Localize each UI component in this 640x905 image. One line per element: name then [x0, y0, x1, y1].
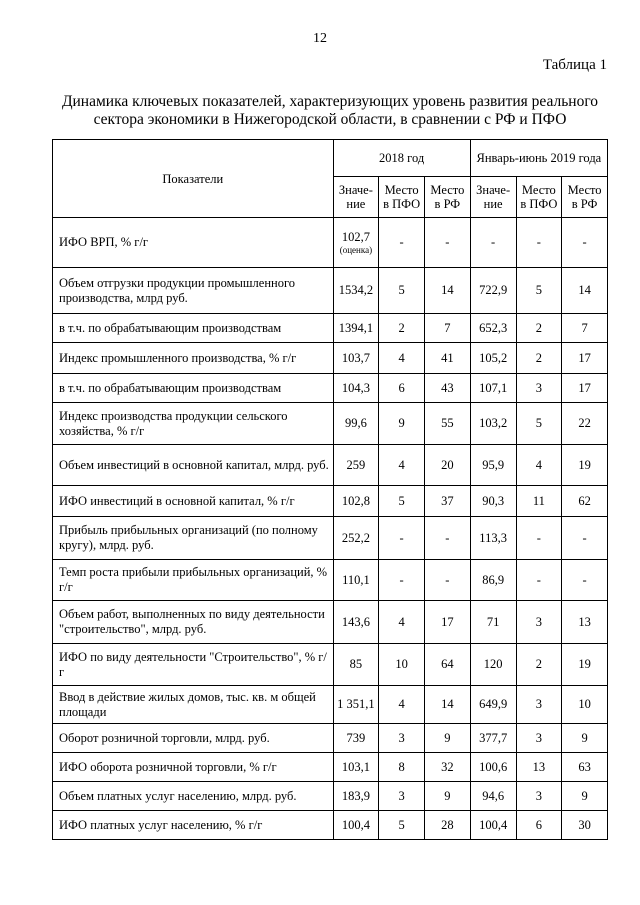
- rank-pfo-2019: [516, 724, 562, 753]
- value-2019: [470, 486, 516, 517]
- indicators-table: [52, 139, 608, 840]
- rank-rf-2019-text: 63: [578, 759, 591, 774]
- rank-rf-2019-text: 9: [581, 730, 588, 745]
- indicator-name: [53, 560, 334, 601]
- value-2018: [333, 268, 379, 314]
- rank-pfo-2019: [516, 601, 562, 644]
- rank-rf-2018: [425, 644, 471, 686]
- value-2018-text: 739: [346, 730, 366, 745]
- rank-rf-2019-text: 30: [578, 817, 591, 832]
- indicator-name-text: Оборот розничной торговли, млрд. руб.: [59, 730, 270, 745]
- rank-rf-2019-text: 22: [578, 416, 591, 430]
- rank-pfo-2019-text: 6: [535, 817, 542, 832]
- rank-pfo-2019-text: 2: [535, 657, 542, 671]
- indicator-name: [53, 753, 334, 782]
- value-2018-text: 99,6: [344, 416, 367, 430]
- table-header: [53, 140, 608, 218]
- rank-pfo-2019-text: 13: [532, 759, 546, 774]
- value-2018-text: 103,7: [341, 350, 370, 365]
- rank-rf-2019: [562, 644, 608, 686]
- rank-rf-2019: [562, 517, 608, 560]
- value-2018: [333, 374, 379, 403]
- rank-pfo-2018-text: 3: [398, 788, 405, 803]
- table-row: [53, 753, 608, 782]
- rank-pfo-2018: [379, 686, 425, 724]
- indicator-name-text: Ввод в действие жилых домов, тыс. кв. м общей площади: [59, 689, 316, 719]
- value-2019-text: 113,3: [479, 530, 507, 545]
- value-2018: [333, 517, 379, 560]
- rank-pfo-2019: [516, 686, 562, 724]
- rank-pfo-2018: [379, 560, 425, 601]
- rank-rf-2019: [562, 343, 608, 374]
- header-period-2019: Январь-июнь 2019 года: [470, 140, 607, 177]
- value-2018-text: 1394,1: [338, 320, 374, 335]
- header-rank-rf-2018: Место в РФ: [425, 177, 471, 218]
- rank-pfo-2019-text: 3: [535, 380, 542, 395]
- rank-rf-2019: [562, 218, 608, 268]
- indicator-name-text: ИФО ВРП, % г/г: [59, 235, 149, 249]
- value-2019: [470, 811, 516, 840]
- rank-pfo-2019: [516, 374, 562, 403]
- indicator-name: [53, 403, 334, 445]
- rank-pfo-2019: [516, 403, 562, 445]
- indicator-name: [53, 314, 334, 343]
- indicator-name: [53, 268, 334, 314]
- document-title: Динамика ключевых показателей, характеризующих уровень развития реального сектора экономики в Нижегородской области, в сравнении с РФ и ПФО: [61, 93, 599, 128]
- value-2018: [333, 811, 379, 840]
- rank-pfo-2018: [379, 343, 425, 374]
- indicator-name-text: Индекс промышленного производства, % г/г: [59, 350, 297, 365]
- rank-rf-2018: [425, 753, 471, 782]
- rank-pfo-2019-text: 3: [535, 730, 542, 745]
- table-row: [53, 314, 608, 343]
- value-2018-text: 102,8: [341, 493, 370, 508]
- indicator-name: [53, 517, 334, 560]
- rank-rf-2018-text: 43: [441, 380, 454, 395]
- rank-rf-2018-text: -: [445, 530, 450, 545]
- table-row: [53, 686, 608, 724]
- value-2019: [470, 343, 516, 374]
- value-2018: [333, 218, 379, 268]
- rank-rf-2018: [425, 686, 471, 724]
- value-2019: [470, 782, 516, 811]
- value-2019-text: 103,2: [479, 416, 508, 430]
- rank-rf-2019-text: 9: [581, 788, 588, 803]
- value-2019-text: 722,9: [479, 283, 508, 297]
- rank-pfo-2018-text: 10: [395, 657, 408, 671]
- rank-rf-2019: [562, 314, 608, 343]
- rank-pfo-2019: [516, 343, 562, 374]
- rank-pfo-2019-text: 11: [532, 493, 545, 508]
- value-2019-text: 100,6: [479, 759, 508, 774]
- rank-pfo-2019: [516, 560, 562, 601]
- rank-rf-2018-text: 37: [441, 493, 454, 508]
- indicator-name: [53, 782, 334, 811]
- value-2019: [470, 753, 516, 782]
- indicator-name-text: Прибыль прибыльных организаций (по полному кругу), млрд. руб.: [59, 523, 318, 552]
- value-2018: [333, 601, 379, 644]
- value-2018: [333, 686, 379, 724]
- indicator-name: [53, 724, 334, 753]
- rank-pfo-2019-text: 3: [535, 697, 542, 711]
- table-row: [53, 486, 608, 517]
- value-2018: [333, 644, 379, 686]
- rank-rf-2018-text: 64: [441, 657, 454, 671]
- value-2019-text: 120: [483, 657, 503, 671]
- rank-pfo-2018: [379, 445, 425, 486]
- rank-rf-2019: [562, 268, 608, 314]
- table-row: [53, 268, 608, 314]
- rank-pfo-2019-text: -: [536, 572, 541, 587]
- value-2019-text: 107,1: [479, 380, 508, 395]
- rank-rf-2018-text: 41: [441, 350, 454, 365]
- rank-rf-2018: [425, 517, 471, 560]
- rank-rf-2019-text: 17: [578, 380, 591, 395]
- rank-rf-2018: [425, 560, 471, 601]
- header-value-2019: Значе-ние: [470, 177, 516, 218]
- value-2018-text: 102,7: [341, 230, 370, 244]
- rank-pfo-2018-text: 5: [398, 493, 405, 508]
- rank-pfo-2019-text: 3: [535, 788, 542, 803]
- rank-pfo-2019: [516, 314, 562, 343]
- value-2018: [333, 782, 379, 811]
- indicator-name-text: Объем работ, выполненных по виду деятельности "строительство", млрд. руб.: [59, 607, 325, 636]
- rank-rf-2019-text: 13: [578, 614, 591, 629]
- rank-rf-2019-text: 19: [578, 657, 591, 671]
- value-2018-text: 1 351,1: [337, 697, 375, 711]
- rank-pfo-2019-text: 4: [535, 457, 542, 472]
- indicator-name-text: Объем отгрузки продукции промышленного производства, млрд руб.: [59, 275, 296, 305]
- rank-pfo-2018: [379, 218, 425, 268]
- value-2019: [470, 560, 516, 601]
- value-2019: [470, 601, 516, 644]
- value-2018-text: 110,1: [342, 572, 370, 587]
- rank-pfo-2019-text: 3: [535, 614, 542, 629]
- value-2019: [470, 268, 516, 314]
- value-2019-text: 94,6: [482, 788, 505, 803]
- table-row: [53, 560, 608, 601]
- rank-pfo-2018-text: 8: [398, 759, 405, 774]
- value-2018: [333, 343, 379, 374]
- rank-rf-2018: [425, 343, 471, 374]
- rank-rf-2018: [425, 782, 471, 811]
- value-2018-text: 85: [349, 657, 363, 671]
- table-row: [53, 218, 608, 268]
- indicator-name: [53, 374, 334, 403]
- value-2019-text: 652,3: [479, 320, 508, 335]
- rank-rf-2018-text: 55: [441, 416, 454, 430]
- indicator-name-text: в т.ч. по обрабатывающим производствам: [59, 380, 282, 395]
- value-2018: [333, 724, 379, 753]
- rank-rf-2018-text: 9: [444, 788, 451, 803]
- rank-pfo-2018-text: 4: [398, 614, 405, 629]
- indicator-name-text: Темп роста прибыли прибыльных организаций, % г/г: [59, 565, 328, 594]
- page-number: 12: [313, 31, 327, 46]
- value-2019: [470, 686, 516, 724]
- rank-pfo-2018-text: 3: [398, 730, 405, 745]
- rank-rf-2018-text: 32: [441, 759, 454, 774]
- table-row: [53, 811, 608, 840]
- header-rank-pfo-2019: Место в ПФО: [516, 177, 562, 218]
- rank-rf-2019: [562, 753, 608, 782]
- rank-rf-2019-text: 19: [578, 457, 591, 472]
- table-row: [53, 343, 608, 374]
- rank-pfo-2019-text: 2: [535, 350, 542, 365]
- value-2018: [333, 314, 379, 343]
- rank-pfo-2018: [379, 782, 425, 811]
- rank-pfo-2018: [379, 644, 425, 686]
- indicator-name: [53, 218, 334, 268]
- table-row: [53, 644, 608, 686]
- value-2019: [470, 517, 516, 560]
- indicator-name: [53, 486, 334, 517]
- rank-pfo-2018-text: 5: [398, 283, 405, 297]
- value-2018-text: 252,2: [341, 530, 370, 545]
- rank-pfo-2018-text: 9: [398, 416, 405, 430]
- rank-pfo-2018-text: -: [399, 572, 404, 587]
- rank-rf-2018: [425, 811, 471, 840]
- rank-rf-2019: [562, 601, 608, 644]
- rank-rf-2019: [562, 811, 608, 840]
- table-body: [53, 218, 608, 840]
- rank-rf-2019: [562, 445, 608, 486]
- rank-rf-2018-text: 28: [441, 817, 454, 832]
- rank-rf-2018-text: 14: [441, 283, 454, 297]
- value-2019: [470, 724, 516, 753]
- rank-pfo-2019: [516, 268, 562, 314]
- rank-pfo-2018-text: -: [399, 530, 404, 545]
- rank-rf-2019-text: -: [582, 235, 587, 249]
- rank-rf-2019-text: 62: [578, 493, 591, 508]
- rank-pfo-2019: [516, 811, 562, 840]
- rank-pfo-2018-text: 4: [398, 350, 405, 365]
- rank-pfo-2018-text: 6: [398, 380, 405, 395]
- rank-pfo-2019-text: 2: [535, 320, 542, 335]
- indicator-name-text: Индекс производства продукции сельского хозяйства, % г/г: [59, 408, 288, 438]
- rank-pfo-2018: [379, 601, 425, 644]
- table-row: [53, 445, 608, 486]
- value-2019-text: 90,3: [482, 493, 505, 508]
- rank-rf-2018-text: 17: [441, 614, 454, 629]
- indicator-name: [53, 644, 334, 686]
- rank-rf-2019: [562, 486, 608, 517]
- indicator-name-text: в т.ч. по обрабатывающим производствам: [59, 320, 282, 335]
- rank-rf-2018: [425, 601, 471, 644]
- rank-pfo-2018: [379, 753, 425, 782]
- table-row: [53, 601, 608, 644]
- rank-pfo-2018: [379, 486, 425, 517]
- rank-rf-2019-text: -: [582, 572, 587, 587]
- value-2019: [470, 314, 516, 343]
- rank-pfo-2018-text: 4: [398, 697, 405, 711]
- rank-pfo-2019: [516, 644, 562, 686]
- header-indicator: Показатели: [53, 140, 334, 218]
- rank-pfo-2018-text: 4: [398, 457, 405, 472]
- rank-pfo-2019: [516, 782, 562, 811]
- value-2018-text: 100,4: [341, 817, 370, 832]
- rank-rf-2018-text: 9: [444, 730, 451, 745]
- rank-rf-2018: [425, 403, 471, 445]
- rank-pfo-2018: [379, 724, 425, 753]
- rank-pfo-2018: [379, 374, 425, 403]
- rank-rf-2019: [562, 560, 608, 601]
- value-2018: [333, 403, 379, 445]
- value-2019: [470, 403, 516, 445]
- rank-rf-2018-text: 14: [441, 697, 454, 711]
- value-2019-text: 71: [486, 614, 500, 629]
- rank-rf-2018: [425, 314, 471, 343]
- rank-rf-2018-text: -: [445, 572, 450, 587]
- rank-rf-2018: [425, 218, 471, 268]
- rank-pfo-2019-text: -: [536, 235, 541, 249]
- value-2019-text: 377,7: [479, 730, 508, 745]
- rank-pfo-2019: [516, 753, 562, 782]
- indicator-name-text: ИФО инвестиций в основной капитал, % г/г: [59, 493, 295, 508]
- rank-rf-2018-text: 7: [444, 320, 451, 335]
- value-2019-text: 95,9: [482, 457, 505, 472]
- rank-pfo-2018: [379, 268, 425, 314]
- rank-rf-2019: [562, 403, 608, 445]
- value-2019: [470, 644, 516, 686]
- indicator-name: [53, 686, 334, 724]
- value-2018-text: 183,9: [341, 788, 370, 803]
- indicator-name: [53, 811, 334, 840]
- value-2019: [470, 445, 516, 486]
- rank-pfo-2018-text: 2: [398, 320, 405, 335]
- indicator-name: [53, 343, 334, 374]
- indicator-name-text: ИФО платных услуг населению, % г/г: [59, 817, 263, 832]
- estimate-note: (оценка): [339, 245, 373, 255]
- indicator-name: [53, 601, 334, 644]
- header-rank-pfo-2018: Место в ПФО: [379, 177, 425, 218]
- rank-rf-2018: [425, 374, 471, 403]
- indicator-name-text: Объем платных услуг населению, млрд. руб.: [59, 788, 297, 803]
- rank-pfo-2018: [379, 811, 425, 840]
- value-2018: [333, 486, 379, 517]
- rank-rf-2018: [425, 268, 471, 314]
- rank-pfo-2018: [379, 517, 425, 560]
- rank-pfo-2018: [379, 314, 425, 343]
- value-2019-text: 100,4: [479, 817, 508, 832]
- indicator-name-text: ИФО оборота розничной торговли, % г/г: [59, 759, 277, 774]
- rank-pfo-2018-text: -: [399, 235, 404, 249]
- rank-rf-2019-text: -: [582, 530, 587, 545]
- value-2018: [333, 753, 379, 782]
- rank-rf-2019-text: 10: [578, 697, 591, 711]
- rank-rf-2018-text: -: [445, 235, 450, 249]
- rank-pfo-2019: [516, 218, 562, 268]
- rank-rf-2019-text: 17: [578, 350, 591, 365]
- value-2019: [470, 374, 516, 403]
- value-2019: [470, 218, 516, 268]
- rank-rf-2019: [562, 782, 608, 811]
- header-rank-rf-2019: Место в РФ: [562, 177, 608, 218]
- rank-pfo-2018-text: 5: [398, 817, 405, 832]
- value-2018: [333, 560, 379, 601]
- indicator-name: [53, 445, 334, 486]
- value-2018-text: 259: [346, 457, 366, 472]
- value-2018-text: 104,3: [341, 380, 370, 395]
- header-period-2018: 2018 год: [333, 140, 470, 177]
- value-2018: [333, 445, 379, 486]
- value-2018-text: 143,6: [341, 614, 370, 629]
- rank-rf-2019: [562, 374, 608, 403]
- rank-rf-2019-text: 7: [581, 320, 588, 335]
- rank-rf-2018: [425, 486, 471, 517]
- rank-pfo-2019: [516, 445, 562, 486]
- value-2018-text: 1534,2: [338, 283, 374, 297]
- rank-pfo-2019: [516, 517, 562, 560]
- rank-pfo-2018: [379, 403, 425, 445]
- rank-pfo-2019-text: 5: [535, 283, 542, 297]
- table-row: [53, 782, 608, 811]
- rank-pfo-2019-text: -: [536, 530, 541, 545]
- rank-rf-2018: [425, 724, 471, 753]
- table-row: [53, 724, 608, 753]
- rank-rf-2019: [562, 686, 608, 724]
- table-row: [53, 374, 608, 403]
- rank-rf-2019: [562, 724, 608, 753]
- rank-rf-2018-text: 20: [441, 457, 454, 472]
- table-row: [53, 517, 608, 560]
- rank-rf-2019-text: 14: [578, 283, 591, 297]
- value-2019-text: 105,2: [479, 350, 508, 365]
- rank-pfo-2019: [516, 486, 562, 517]
- value-2019-text: -: [491, 235, 496, 249]
- value-2018-text: 103,1: [341, 759, 370, 774]
- indicator-name-text: Объем инвестиций в основной капитал, млрд. руб.: [59, 457, 329, 472]
- value-2019-text: 649,9: [479, 697, 508, 711]
- rank-rf-2018: [425, 445, 471, 486]
- rank-pfo-2019-text: 5: [535, 416, 542, 430]
- table-row: [53, 403, 608, 445]
- header-value-2018: Значе-ние: [333, 177, 379, 218]
- value-2019-text: 86,9: [482, 572, 505, 587]
- indicator-name-text: ИФО по виду деятельности "Строительство", % г/г: [59, 649, 327, 679]
- table-label: Таблица 1: [542, 57, 607, 73]
